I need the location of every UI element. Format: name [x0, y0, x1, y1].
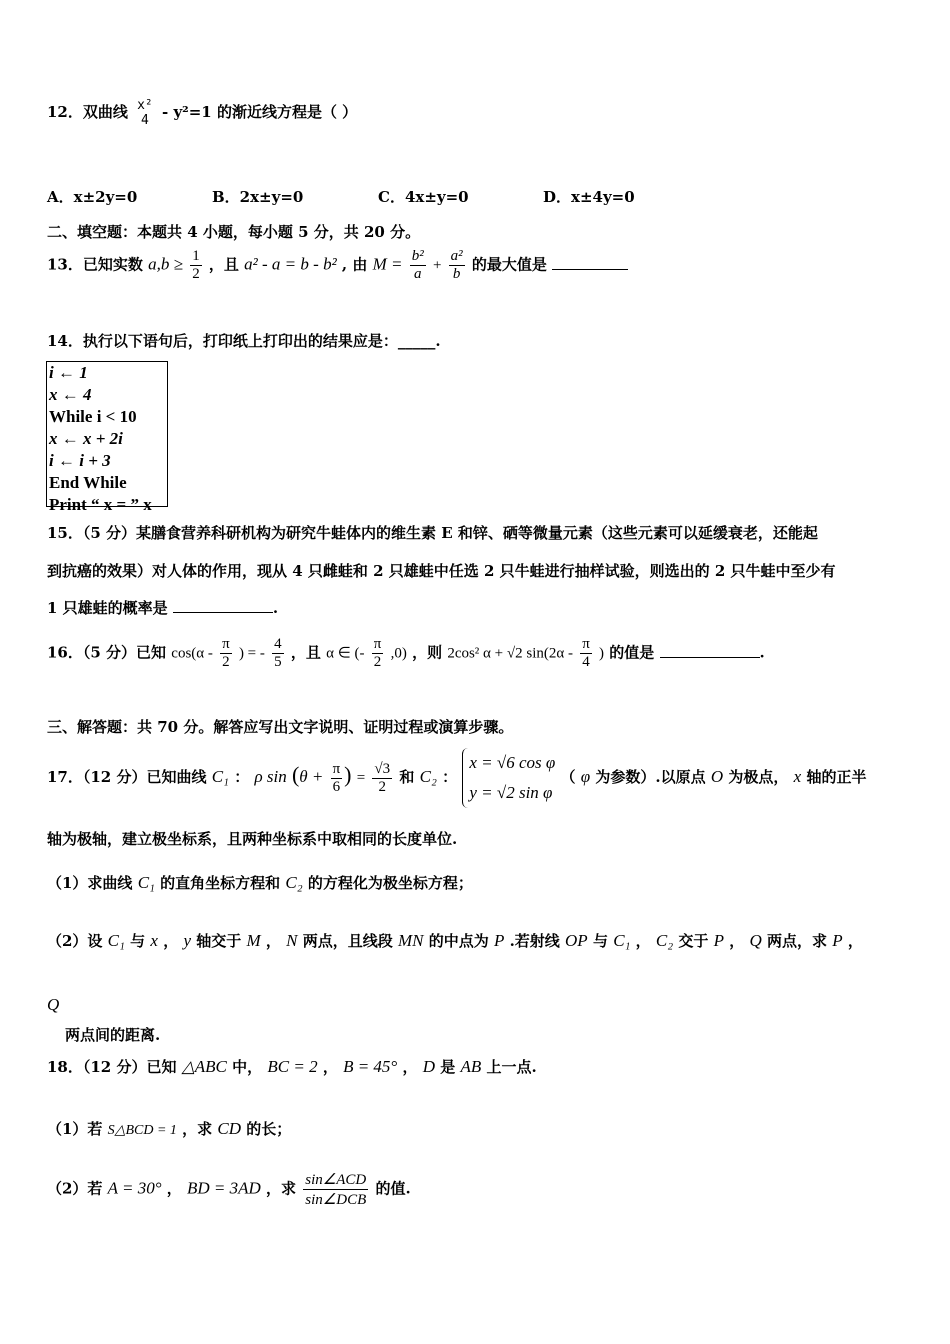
q15-answer-blank — [173, 598, 273, 613]
code-line: i ← 1 — [49, 363, 88, 382]
q13-f1-num: b² — [411, 248, 424, 264]
q18-mid: 中， — [232, 1058, 263, 1076]
q13-by: , 由 — [341, 255, 368, 274]
q13-f2-num: a² — [450, 248, 463, 264]
q13-condition: a,b ≥ — [148, 254, 183, 274]
q18-on: 上一点. — [486, 1058, 537, 1076]
frac-num: π — [373, 636, 382, 652]
q18-p1-c: 的长； — [246, 1120, 292, 1138]
frac-den: 2 — [373, 654, 382, 670]
q17-p2-f: .若射线 — [509, 932, 560, 950]
q17-pole: 为极点， — [728, 768, 789, 786]
q18-BC: BC = 2 — [267, 1057, 318, 1076]
q16-expression: 2cos² α + √2 sin(2α - — [447, 645, 573, 662]
q17-p2-x: x — [150, 931, 158, 950]
q17-p1-c: 的方程化为极坐标方程； — [307, 874, 473, 892]
q17-p2-OP: OP — [565, 931, 588, 950]
q18-AB: AB — [460, 1057, 482, 1076]
q12-option-a: A．x±2y=0 — [47, 188, 138, 206]
q18-comma: ， — [322, 1058, 338, 1076]
q17-p1-a: （1）求曲线 — [47, 874, 133, 892]
q17-pi-over-6 — [331, 761, 343, 796]
q16-answer-blank — [660, 643, 760, 658]
q12-label: 12．双曲线 — [47, 103, 128, 121]
q12-fraction — [135, 98, 155, 128]
code-line: x ← x + 2i — [49, 429, 123, 448]
section-2-heading: 二、填空题：本题共 4 小题，每小题 5 分，共 20 分。 — [47, 223, 421, 241]
q15-line1: 15．（5 分）某膳食营养科研机构为研究牛蛙体内的维生素 E 和锌、硒等微量元素（这些元素可以延缓衰老，还能起 — [47, 524, 818, 542]
q17-C1: C₁ — [211, 767, 229, 786]
q17-O: O — [710, 767, 724, 786]
q13-half-num: 1 — [192, 248, 200, 264]
q17-p2-comma4: ， — [729, 932, 745, 950]
q17-sys-line2: y = √2 sin φ — [469, 783, 553, 802]
q17-p2-comma: ， — [163, 932, 179, 950]
q17-p2-C1b: C₁ — [613, 931, 631, 950]
q17-p2-P2: P — [713, 931, 725, 950]
q17-colon: ： — [234, 768, 250, 786]
frac-num: π — [332, 760, 341, 777]
q17-p2-MN: MN — [397, 931, 424, 950]
q13-answer-blank — [552, 255, 628, 270]
q16-label: 16．（5 分）已知 — [47, 643, 167, 662]
q18-CD: CD — [217, 1119, 241, 1138]
q18-area: S△BCD = 1 — [107, 1123, 177, 1138]
q17-p2-i: 两点，求 — [767, 932, 828, 950]
q13 — [47, 248, 628, 283]
q17-paren: （ — [560, 768, 576, 786]
q17-x: x — [793, 767, 802, 786]
q18-p2-b: ，求 — [266, 1179, 297, 1198]
q16-pi-over-4 — [580, 636, 592, 671]
q13-label: 13．已知实数 — [47, 255, 143, 274]
frac-num: 4 — [274, 636, 282, 652]
q17-part1 — [47, 872, 473, 893]
q18-p1-a: （1）若 — [47, 1120, 103, 1138]
q18-is: 是 — [440, 1058, 456, 1076]
q13-frac2 — [449, 248, 465, 283]
code-line: End While — [49, 473, 127, 492]
q13-tail: 的最大值是 — [471, 255, 547, 274]
q17-phi: φ — [580, 767, 591, 786]
q17-p2-P3: P — [832, 931, 843, 950]
q17-line2: 轴为极轴，建立极坐标系，且两种坐标系中取相同的长度单位. — [47, 830, 458, 848]
frac-num: π — [582, 636, 590, 652]
q17-p2-C1: C₁ — [107, 931, 125, 950]
q13-half-den: 2 — [192, 266, 200, 282]
code-line: i ← i + 3 — [49, 451, 111, 470]
q18-comma2: ， — [402, 1058, 418, 1076]
q17-p2-comma2: ， — [265, 932, 281, 950]
q17-axis: 轴的正半 — [806, 768, 867, 786]
q17-p2-c: 轴交于 — [196, 932, 242, 950]
frac-num: π — [222, 636, 230, 652]
q18-D: D — [422, 1057, 435, 1076]
q17-last-text: 两点间的距离. — [65, 1026, 161, 1044]
q17-and: 和 — [399, 768, 415, 786]
q17-p2-P: P — [493, 931, 505, 950]
q15-line3: 1 只雄蛙的概率是 . — [47, 599, 279, 617]
q15-line3-text: 1 只雄蛙的概率是 — [47, 599, 168, 617]
q17-p2-h: 交于 — [678, 932, 709, 950]
q13-and: ，且 — [208, 255, 239, 274]
q17-colon2: ： — [442, 768, 458, 786]
q17-p1-C2: C₂ — [285, 873, 303, 892]
q17-param-system — [462, 748, 555, 808]
q17-last-Q: Q — [47, 995, 60, 1014]
frac-den: 5 — [274, 654, 282, 670]
q17-p2-comma3: ， — [635, 932, 651, 950]
q16-cos-left: cos(α - — [171, 645, 213, 662]
q17-p2-a: （2）设 — [47, 932, 103, 950]
q16: 16．（5 分）已知 cos(α - $\frac{\pi}{2}$ ) = - $\frac{4}{5}$ ，且 α ∈ (- $\frac{\pi}{2}$ ,0) ，则 2cos² α + √2 sin(2α - $\frac{\pi}{4}$ ) 的值是 . — [47, 636, 765, 670]
frac-den: 6 — [332, 778, 341, 795]
q18-p2-c: 的值. — [375, 1179, 411, 1198]
q18-triangle: △ABC — [181, 1057, 227, 1076]
q12-option-b: B．2x±y=0 — [212, 188, 304, 206]
q16-alpha-range: α ∈ (- — [326, 645, 365, 662]
q17-part2 — [47, 930, 863, 951]
frac-num: sin∠ACD — [305, 1172, 367, 1188]
q18-BD: BD = 3AD — [187, 1178, 261, 1198]
q17-p2-Q: Q — [749, 931, 762, 950]
q17-rho: ρ sin — [254, 767, 287, 786]
frac-den: sin∠DCB — [305, 1192, 367, 1208]
frac-den: 2 — [222, 654, 230, 670]
q18-p1-b: ，求 — [182, 1120, 213, 1138]
q17-sqrt3-over-2 — [372, 761, 392, 796]
q18-p2-comma: ， — [166, 1179, 182, 1198]
frac-den: 4 — [582, 654, 590, 670]
q12-frac-num: x² — [137, 98, 153, 113]
q17-p2-C2: C₂ — [655, 931, 674, 950]
q16-expr-close: ) — [599, 645, 605, 662]
q17-eq: = — [356, 770, 366, 786]
q17-p2-M: M — [246, 931, 261, 950]
q16-pi-over-2 — [220, 636, 232, 671]
q16-and: ，且 — [290, 643, 321, 662]
q17-theta: θ + — [299, 767, 324, 786]
q18-sine-ratio — [303, 1170, 368, 1209]
q12-frac-den: 4 — [141, 113, 149, 128]
q16-tail: 的值是 — [609, 643, 655, 662]
q17-p2-g: 与 — [592, 932, 608, 950]
q14-code-box — [46, 361, 168, 514]
q17-p2-comma5: ， — [847, 932, 863, 950]
code-line: While i < 10 — [49, 407, 137, 426]
q17-param: 为参数）.以原点 — [595, 768, 706, 786]
q17-p2-e: 的中点为 — [428, 932, 489, 950]
code-line: Print “ x = ” x — [49, 495, 152, 514]
q18 — [47, 1056, 537, 1077]
q16-pi-over-2b — [372, 636, 384, 671]
q17-p2-b: 与 — [130, 932, 146, 950]
q18-B: B = 45° — [343, 1057, 398, 1076]
q13-frac1 — [410, 248, 426, 283]
code-line: x ← 4 — [49, 385, 92, 404]
q18-part1 — [47, 1118, 291, 1139]
frac-den: 2 — [378, 778, 387, 795]
q16-cos-right: ) = - — [238, 645, 265, 662]
q18-p2-a: （2）若 — [47, 1179, 103, 1198]
q12-option-d: D．x±4y=0 — [543, 188, 635, 206]
q18-part2 — [47, 1170, 411, 1209]
q18-label: 18．（12 分）已知 — [47, 1058, 177, 1076]
q17-p1-b: 的直角坐标方程和 — [160, 874, 281, 892]
q17-p2-N: N — [286, 931, 298, 950]
q13-half — [190, 248, 202, 283]
q13-equation: a² - a = b - b² — [244, 254, 337, 274]
q17-p1-C1: C₁ — [137, 873, 155, 892]
q17-p2-y: y — [183, 931, 191, 950]
q17: 17．（12 分）已知曲线 C₁ ： ρ sin (θ + $\frac{\pi}{6}$ ) = $\frac{√3}{2}$ 和 C₂ ： x = √6 cos φ y = √2 sin φ （ φ 为参数）.以原点 O 为极点， x 轴的正半 — [47, 748, 866, 808]
q13-plus: + — [432, 257, 442, 274]
q17-label: 17．（12 分）已知曲线 — [47, 768, 207, 786]
q17-sys-line1: x = √6 cos φ — [469, 753, 556, 772]
q16-then: ，则 — [412, 643, 443, 662]
q16-four-fifths — [272, 636, 284, 671]
q13-f2-den: b — [452, 266, 461, 282]
q12-option-c: C．4x±y=0 — [378, 188, 469, 206]
q17-p2-d: 两点，且线段 — [302, 932, 393, 950]
frac-num: √3 — [374, 760, 391, 777]
q12-rest: - y²=1 的渐近线方程是（ ） — [162, 103, 358, 121]
q14-text: 14．执行以下语句后，打印纸上打印出的结果应是：_____. — [47, 332, 441, 350]
q13-f1-den: a — [413, 266, 422, 282]
q18-A: A = 30° — [107, 1178, 162, 1198]
q17-last — [47, 995, 161, 1045]
q13-M: M = — [372, 254, 403, 274]
q16-zero: ,0) — [390, 645, 407, 662]
q12 — [47, 98, 357, 128]
q15-line2: 到抗癌的效果）对人体的作用，现从 4 只雌蛙和 2 只雄蛙中任选 2 只牛蛙进行抽样试验，则选出的 2 只牛蛙中至少有 — [47, 562, 836, 580]
section-3-heading: 三、解答题：共 70 分。解答应写出文字说明、证明过程或演算步骤。 — [47, 718, 514, 736]
q17-C2: C₂ — [419, 767, 437, 786]
